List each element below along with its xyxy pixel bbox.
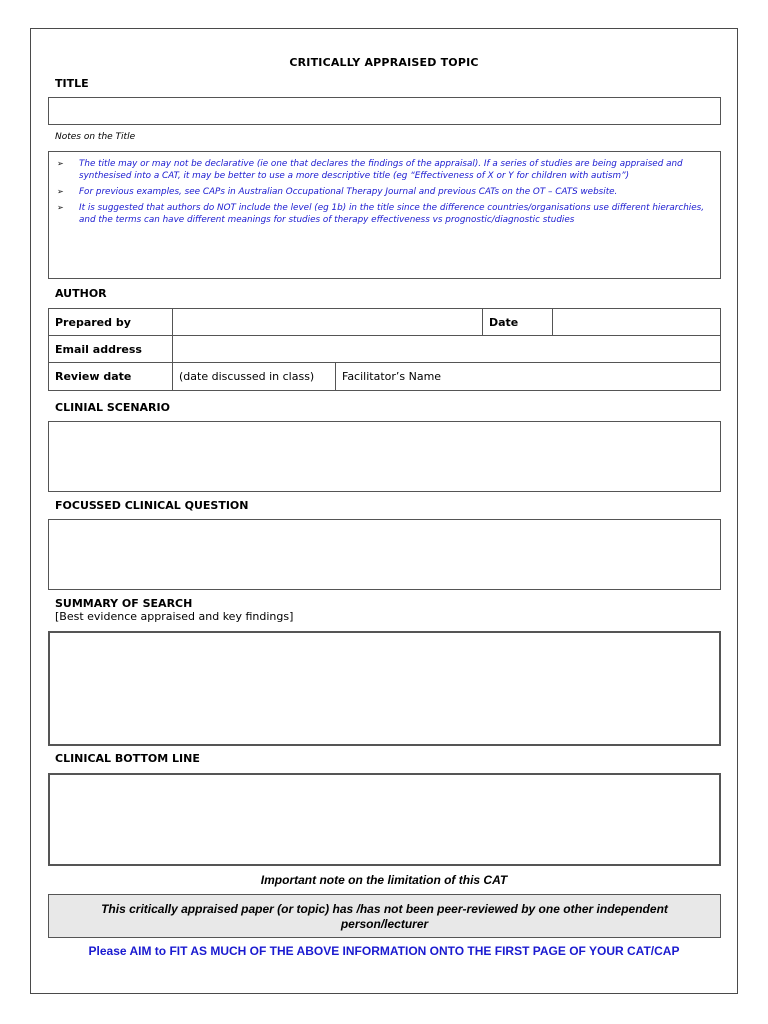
summary-subtitle: [Best evidence appraised and key findings] bbox=[55, 610, 294, 623]
summary-of-search-label: SUMMARY OF SEARCH bbox=[55, 597, 193, 610]
important-note-heading: Important note on the limitation of this CAT bbox=[260, 873, 508, 887]
peer-review-box: This critically appraised paper (or topic) has /has not been peer-reviewed by one other independent person/lecturer bbox=[48, 894, 721, 938]
arrow-bullet-icon: ➢ bbox=[57, 159, 64, 168]
table-row bbox=[49, 309, 721, 336]
note-item bbox=[55, 202, 714, 226]
clinical-scenario-label: CLINIAL SCENARIO bbox=[55, 401, 170, 414]
table-row bbox=[49, 363, 721, 391]
focussed-question-label: FOCUSSED CLINICAL QUESTION bbox=[55, 499, 249, 512]
table-row bbox=[49, 336, 721, 363]
title-input[interactable] bbox=[48, 97, 721, 125]
facilitator-field[interactable]: Facilitator’s Name bbox=[342, 370, 442, 383]
email-label: Email address bbox=[49, 336, 173, 363]
note-item bbox=[55, 186, 714, 198]
author-label: AUTHOR bbox=[55, 287, 107, 300]
note-text: For previous examples, see CAPs in Australian Occupational Therapy Journal and previous CATs on the OT – CATS website. bbox=[79, 187, 618, 197]
bottom-line-label: CLINICAL BOTTOM LINE bbox=[55, 752, 200, 765]
note-item bbox=[55, 158, 714, 182]
aim-instruction: Please AIM to FIT AS MUCH OF THE ABOVE INFORMATION ONTO THE FIRST PAGE OF YOUR CAT/CAP bbox=[88, 944, 680, 958]
summary-of-search-input[interactable] bbox=[48, 631, 721, 746]
title-label: TITLE bbox=[55, 77, 89, 90]
date-discussed-field[interactable]: (date discussed in class) bbox=[173, 363, 336, 390]
arrow-bullet-icon: ➢ bbox=[57, 203, 64, 212]
notes-box bbox=[48, 151, 721, 279]
date-field[interactable] bbox=[553, 309, 721, 336]
review-date-cell bbox=[173, 363, 721, 391]
date-label: Date bbox=[483, 309, 553, 336]
note-text: It is suggested that authors do NOT include the level (eg 1b) in the title since the difference countries/organisations use different hierarchies, and the terms can have different meanings for studies of therapy effectiveness vs prognostic/diagnostic studies bbox=[79, 203, 705, 225]
clinical-scenario-input[interactable] bbox=[48, 421, 721, 492]
author-table bbox=[48, 308, 721, 391]
arrow-bullet-icon: ➢ bbox=[57, 187, 64, 196]
note-text: The title may or may not be declarative (ie one that declares the findings of the appraisal). If a series of studies are being appraised and synthesised into a CAT, it may be better to use a more descriptive title (eg “Effectiveness of X or Y for children with autism”) bbox=[79, 159, 683, 181]
document-title: CRITICALLY APPRAISED TOPIC bbox=[289, 56, 479, 69]
review-date-label: Review date bbox=[49, 363, 173, 391]
prepared-by-label: Prepared by bbox=[49, 309, 173, 336]
email-field[interactable] bbox=[173, 336, 721, 363]
focussed-question-input[interactable] bbox=[48, 519, 721, 590]
notes-title: Notes on the Title bbox=[55, 132, 136, 142]
prepared-by-field[interactable] bbox=[173, 309, 483, 336]
bottom-line-input[interactable] bbox=[48, 773, 721, 866]
